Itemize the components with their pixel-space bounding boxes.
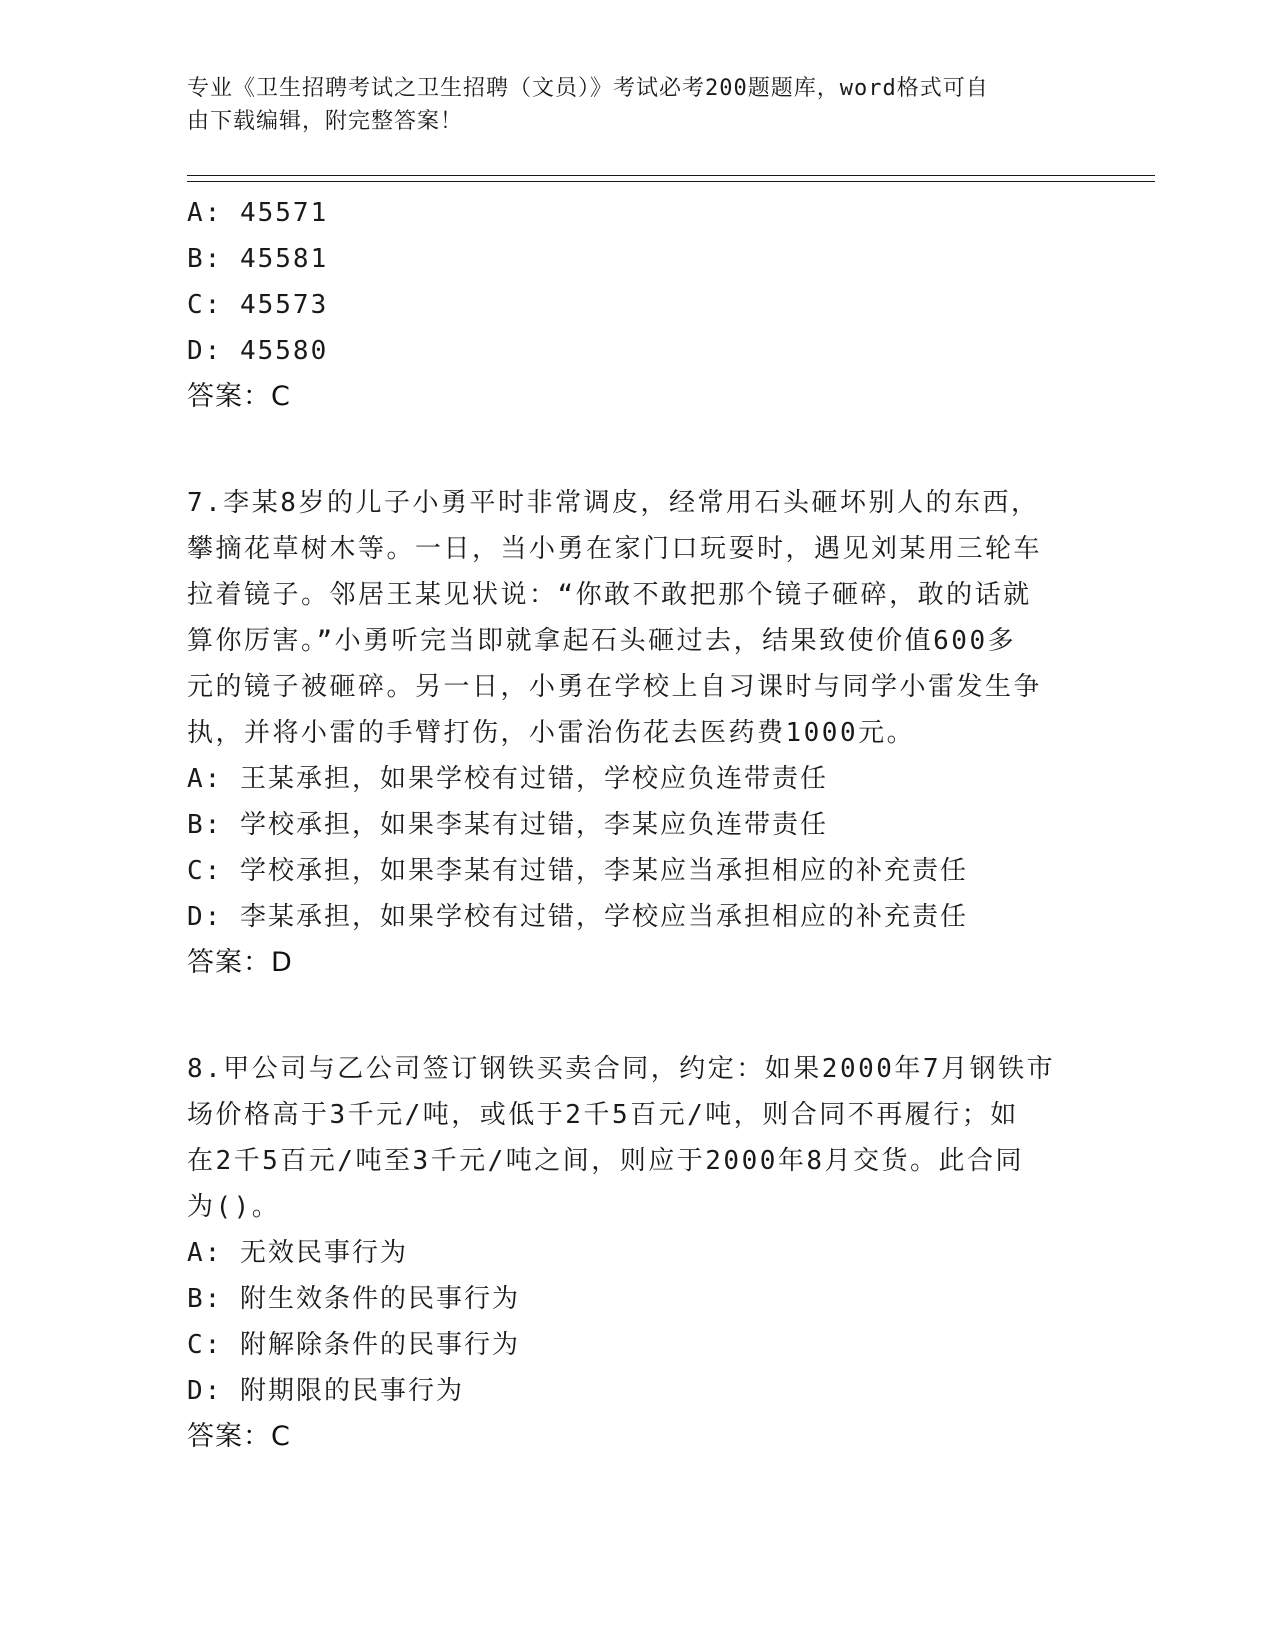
option-b: B: 附生效条件的民事行为 <box>187 1284 520 1314</box>
question-text <box>187 1046 1087 1230</box>
question-line: 8.甲公司与乙公司签订钢铁买卖合同，约定：如果2000年7月钢铁市 <box>187 1054 1056 1084</box>
option-c: C: 学校承担，如果李某有过错，李某应当承担相应的补充责任 <box>187 856 968 886</box>
question-line: 拉着镜子。邻居王某见状说：“你敢不敢把那个镜子砸碎，敢的话就 <box>187 580 1032 610</box>
answer-line: 答案：C <box>187 381 291 412</box>
option-d: D: 附期限的民事行为 <box>187 1376 464 1406</box>
option-a: A: 45571 <box>187 198 329 228</box>
question-7 <box>187 480 1087 986</box>
option-a: A: 王某承担，如果学校有过错，学校应负连带责任 <box>187 764 828 794</box>
option-d: D: 李某承担，如果学校有过错，学校应当承担相应的补充责任 <box>187 902 968 932</box>
question-line: 场价格高于3千元/吨，或低于2千5百元/吨，则合同不再履行；如 <box>187 1100 1019 1130</box>
option-a: A: 无效民事行为 <box>187 1238 408 1268</box>
option-d: D: 45580 <box>187 336 329 366</box>
header-line-1: 专业《卫生招聘考试之卫生招聘（文员）》考试必考200题题库，word格式可自 <box>187 76 989 101</box>
question-line: 元的镜子被砸碎。另一日，小勇在学校上自习课时与同学小雷发生争 <box>187 672 1043 702</box>
header-rule-top <box>187 175 1155 176</box>
spacer <box>187 986 1087 1046</box>
header-rule-bottom <box>187 181 1155 182</box>
answer-line: 答案：D <box>187 947 293 978</box>
option-b: B: 45581 <box>187 244 329 274</box>
question-line: 执，并将小雷的手臂打伤，小雷治伤花去医药费1000元。 <box>187 718 916 748</box>
question-line: 在2千5百元/吨至3千元/吨之间，则应于2000年8月交货。此合同 <box>187 1146 1025 1176</box>
question-line: 为()。 <box>187 1192 281 1222</box>
question-text <box>187 480 1087 756</box>
spacer <box>187 420 1087 480</box>
option-c: C: 45573 <box>187 290 329 320</box>
answer-line: 答案：C <box>187 1421 291 1452</box>
option-b: B: 学校承担，如果李某有过错，李某应负连带责任 <box>187 810 828 840</box>
question-line: 7.李某8岁的儿子小勇平时非常调皮，经常用石头砸坏别人的东西， <box>187 488 1040 518</box>
question-line: 算你厉害。”小勇听完当即就拿起石头砸过去，结果致使价值600多 <box>187 626 1017 656</box>
question-6 <box>187 190 1087 420</box>
document-body <box>187 190 1087 1460</box>
question-8 <box>187 1046 1087 1460</box>
document-header <box>187 72 1067 138</box>
option-c: C: 附解除条件的民事行为 <box>187 1330 520 1360</box>
header-line-2: 由下载编辑，附完整答案！ <box>187 109 464 134</box>
question-line: 攀摘花草树木等。一日，当小勇在家门口玩耍时，遇见刘某用三轮车 <box>187 534 1043 564</box>
